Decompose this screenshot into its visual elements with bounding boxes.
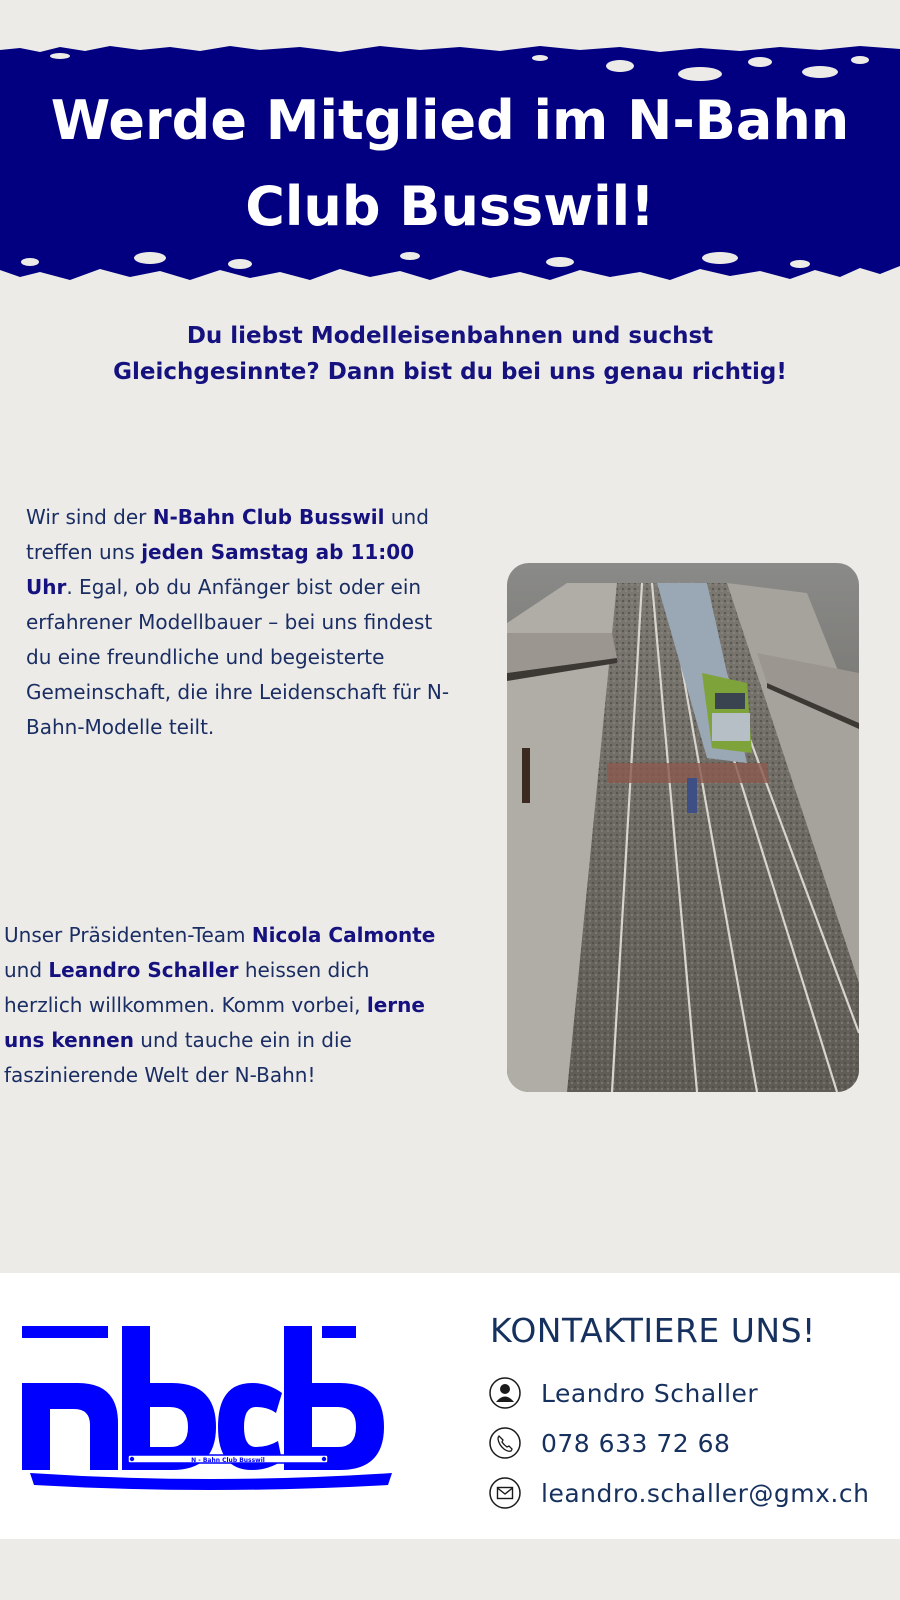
intro-paragraph: Wir sind der N-Bahn Club Busswil und treffen uns jeden Samstag ab 11:00 Uhr. Egal, ob du Anfänger bist oder ein erfahrener Modellbauer – bei uns findest du eine freundliche und begeisterte Gemeinschaft, die ihre Leidenschaft für N-Bahn-Modelle teilt. (26, 505, 450, 739)
contact-email-row[interactable] (489, 1475, 869, 1511)
title-banner (0, 44, 900, 284)
meeting-time: jeden Samstag ab 11:00 Uhr (26, 540, 415, 599)
contact-phone[interactable]: 078 633 72 68 (541, 1428, 731, 1458)
club-name: N-Bahn Club Busswil (152, 505, 385, 529)
team-paragraph: Unser Präsidenten-Team Nicola Calmonte und Leandro Schaller heissen dich herzlich willkommen. Komm vorbei, lerne uns kennen und tauche ein in die faszinierende Welt der N-Bahn! (4, 923, 436, 1087)
contact-name: Leandro Schaller (541, 1378, 759, 1408)
person-icon (489, 1377, 521, 1409)
president-name-1: Nicola Calmonte (251, 923, 436, 947)
contact-heading: KONTAKTIERE UNS! (490, 1311, 816, 1350)
page-subtitle: Du liebst Modelleisenbahnen und suchst Gleichgesinnte? Dann bist du bei uns genau richtig! (113, 323, 787, 385)
mail-icon (489, 1477, 521, 1509)
president-name-2: Leandro Schaller (48, 958, 239, 982)
contact-email[interactable]: leandro.schaller@gmx.ch (541, 1478, 870, 1508)
contact-name-row (489, 1375, 758, 1411)
logo-caption: N - Bahn Club Busswil (191, 1457, 265, 1464)
contact-phone-row[interactable] (489, 1425, 730, 1461)
model-railway-photo (507, 563, 859, 1092)
nbcb-logo (20, 1323, 400, 1493)
page-title: Werde Mitglied im N-Bahn Club Busswil! (50, 89, 850, 238)
contact-footer (0, 1273, 900, 1539)
phone-icon (489, 1427, 521, 1459)
